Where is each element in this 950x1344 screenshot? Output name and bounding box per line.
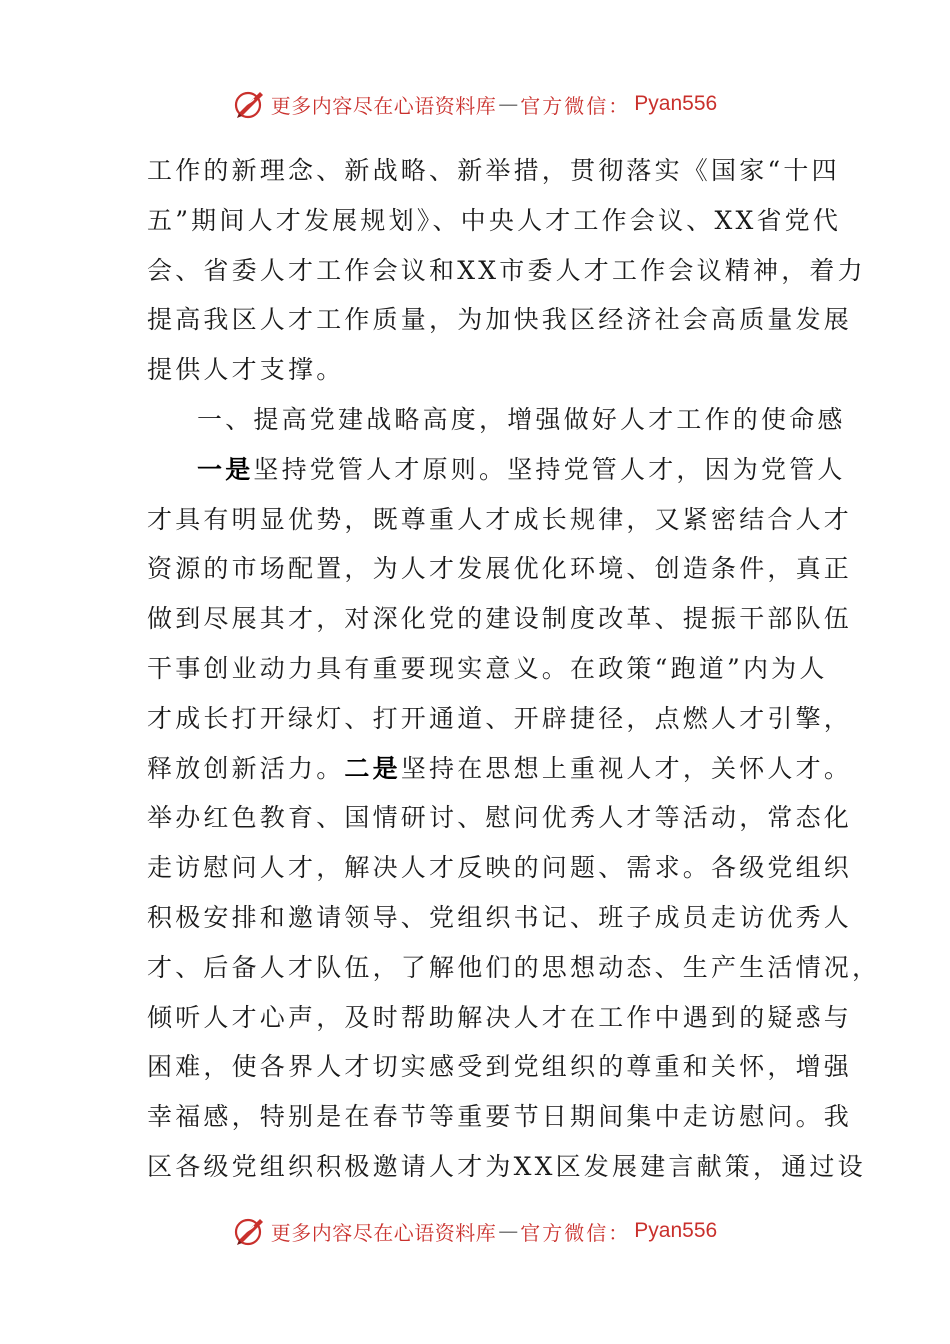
paragraph-line: 积极安排和邀请领导、党组织书记、班子成员走访优秀人: [147, 902, 853, 932]
paragraph-line: 幸福感，特别是在春节等重要节日期间集中走访慰问。我: [147, 1102, 853, 1132]
banner-wechat-id: Pyan556: [634, 1219, 718, 1242]
document-body: [147, 146, 881, 1192]
paragraph-line: 做到尽展其才，对深化党的建设制度改革、提振干部队伍: [147, 604, 853, 634]
body-line: 会、省委人才工作会议和XX市委人才工作会议精神，着力: [147, 255, 866, 285]
banner-wechat-id: Pyan556: [634, 92, 718, 115]
paragraph-line: 走访慰问人才，解决人才反映的问题、需求。各级党组织: [147, 853, 853, 883]
banner-site-text: 更多内容尽在心语资料库: [270, 93, 497, 118]
section-heading: 一、提高党建战略高度，增强做好人才工作的使命感: [197, 404, 846, 434]
body-line: 五”期间人才发展规划》、中央人才工作会议、XX省党代: [147, 205, 842, 235]
banner-wechat-label: 官方微信：: [520, 93, 631, 118]
body-line: 提供人才支撑。: [147, 355, 345, 385]
paragraph-line: 困难，使各界人才切实感受到党组织的尊重和关怀，增强: [147, 1052, 853, 1082]
paragraph-line: 举办红色教育、国情研讨、慰问优秀人才等活动，常态化: [147, 803, 853, 833]
banner-site-text: 更多内容尽在心语资料库: [270, 1220, 497, 1245]
bold-marker-second: 二是: [344, 753, 401, 783]
body-line: 提高我区人才工作质量，为加快我区经济社会高质量发展: [147, 305, 853, 335]
paragraph-line: 区各级党组织积极邀请人才为XX区发展建言献策，通过设: [147, 1151, 866, 1181]
header-banner: [0, 82, 950, 126]
bold-marker-first: 一是: [197, 454, 254, 484]
paragraph-line: 干事创业动力具有重要现实意义。在政策“跑道”内为人: [147, 653, 828, 683]
paragraph-text: 坚持党管人才原则。坚持党管人才，因为党管人: [253, 454, 846, 484]
paragraph-line: 才、后备人才队伍，了解他们的思想动态、生产生活情况，: [147, 952, 881, 982]
banner-wechat-label: 官方微信：: [520, 1220, 631, 1245]
pen-logo-icon: [233, 87, 267, 121]
paragraph-line: 资源的市场配置，为人才发展优化环境、创造条件，真正: [147, 554, 853, 584]
banner-separator: —: [498, 92, 519, 116]
paragraph-line: 才成长打开绿灯、打开通道、开辟捷径，点燃人才引擎，: [147, 703, 853, 733]
paragraph-line: [147, 744, 853, 794]
footer-banner: [0, 1209, 950, 1253]
body-line: 工作的新理念、新战略、新举措，贯彻落实《国家“十四: [147, 156, 840, 185]
paragraph-text: 坚持在思想上重视人才，关怀人才。: [400, 753, 853, 783]
paragraph-line: 才具有明显优势，既尊重人才成长规律，又紧密结合人才: [147, 504, 853, 534]
paragraph-line: [147, 445, 846, 495]
paragraph-line: 倾听人才心声，及时帮助解决人才在工作中遇到的疑惑与: [147, 1002, 853, 1032]
pen-logo-icon: [233, 1214, 267, 1248]
paragraph-text: 释放创新活力。: [147, 753, 345, 783]
banner-separator: —: [498, 1219, 519, 1243]
